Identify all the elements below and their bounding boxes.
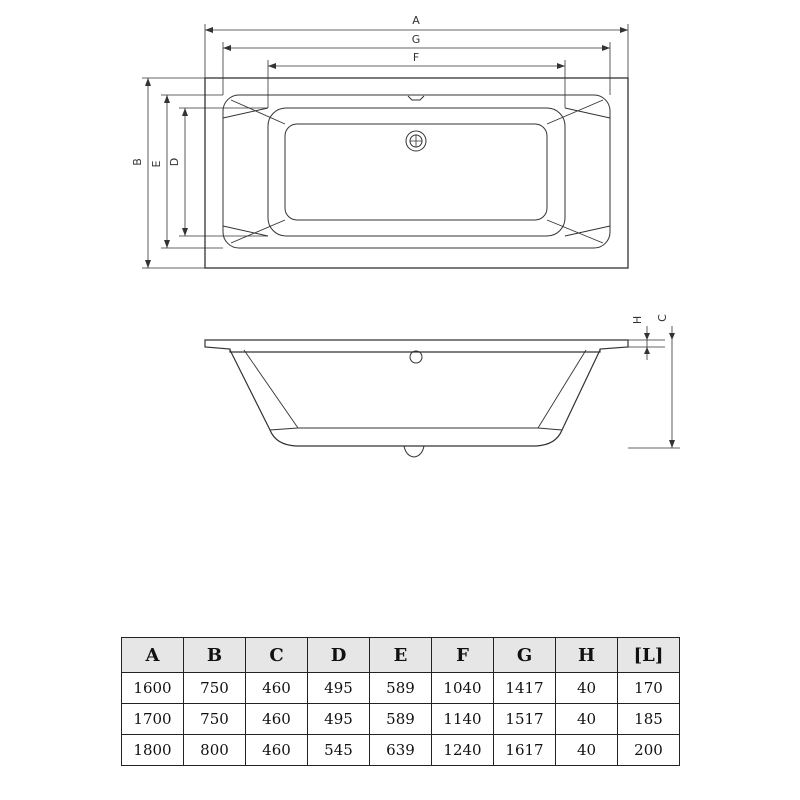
table-header-cell: G <box>494 638 556 673</box>
dimension-d <box>168 108 268 236</box>
tub-floor <box>268 108 565 236</box>
table-header-cell: H <box>556 638 618 673</box>
table-header-cell: D <box>308 638 370 673</box>
table-cell: 1040 <box>432 673 494 704</box>
table-cell: 750 <box>184 704 246 735</box>
table-cell: 460 <box>246 673 308 704</box>
dimension-b <box>131 78 205 268</box>
side-view-inner-walls <box>244 350 586 430</box>
drain-icon <box>406 131 426 151</box>
table-cell: 170 <box>618 673 680 704</box>
dimension-e <box>150 95 223 248</box>
table-cell: 200 <box>618 735 680 766</box>
table-cell: 545 <box>308 735 370 766</box>
table-cell: 495 <box>308 704 370 735</box>
dimension-c <box>628 314 680 448</box>
dimension-f-label: F <box>412 51 420 64</box>
dimension-h-label: H <box>631 315 644 325</box>
table-cell: 750 <box>184 673 246 704</box>
side-view-body <box>230 350 600 446</box>
dimension-g-label: G <box>411 33 421 46</box>
table-header-cell: C <box>246 638 308 673</box>
table-cell: 1140 <box>432 704 494 735</box>
table-header-cell: [L] <box>618 638 680 673</box>
dimension-e-label: E <box>150 160 163 168</box>
dimension-c-label: C <box>656 314 669 322</box>
table-cell: 1517 <box>494 704 556 735</box>
table-cell: 589 <box>370 673 432 704</box>
table-header-row <box>122 638 680 673</box>
table-cell: 1800 <box>122 735 184 766</box>
table-cell: 1617 <box>494 735 556 766</box>
table-cell: 460 <box>246 735 308 766</box>
table-cell: 800 <box>184 735 246 766</box>
table-cell: 1600 <box>122 673 184 704</box>
dimension-d-label: D <box>168 157 181 167</box>
table-cell: 1417 <box>494 673 556 704</box>
table-cell: 185 <box>618 704 680 735</box>
table-cell: 1240 <box>432 735 494 766</box>
dimension-g <box>223 33 610 95</box>
table-cell: 495 <box>308 673 370 704</box>
top-view <box>131 14 628 268</box>
table-cell: 460 <box>246 704 308 735</box>
side-view-drain-outlet <box>404 446 424 457</box>
table-row <box>122 673 680 704</box>
table-cell: 1700 <box>122 704 184 735</box>
table-cell: 40 <box>556 673 618 704</box>
tub-corner-bevels <box>223 100 610 243</box>
dimension-b-label: B <box>131 158 144 166</box>
table-row <box>122 735 680 766</box>
dimension-a <box>205 14 628 78</box>
dimension-f <box>268 51 565 108</box>
table-header-cell: A <box>122 638 184 673</box>
table-header-cell: B <box>184 638 246 673</box>
table-cell: 639 <box>370 735 432 766</box>
overflow-hole-icon <box>410 351 422 363</box>
table-cell: 40 <box>556 704 618 735</box>
table-header-cell: E <box>370 638 432 673</box>
dimensions-table <box>121 637 680 766</box>
table-cell: 40 <box>556 735 618 766</box>
tub-basin-top-edge <box>223 95 610 248</box>
table-header-cell: F <box>432 638 494 673</box>
side-view-rim <box>205 340 628 352</box>
table-cell: 589 <box>370 704 432 735</box>
side-view <box>205 314 680 457</box>
table-row <box>122 704 680 735</box>
overflow-notch <box>408 96 424 100</box>
dimension-a-label: A <box>412 14 420 27</box>
